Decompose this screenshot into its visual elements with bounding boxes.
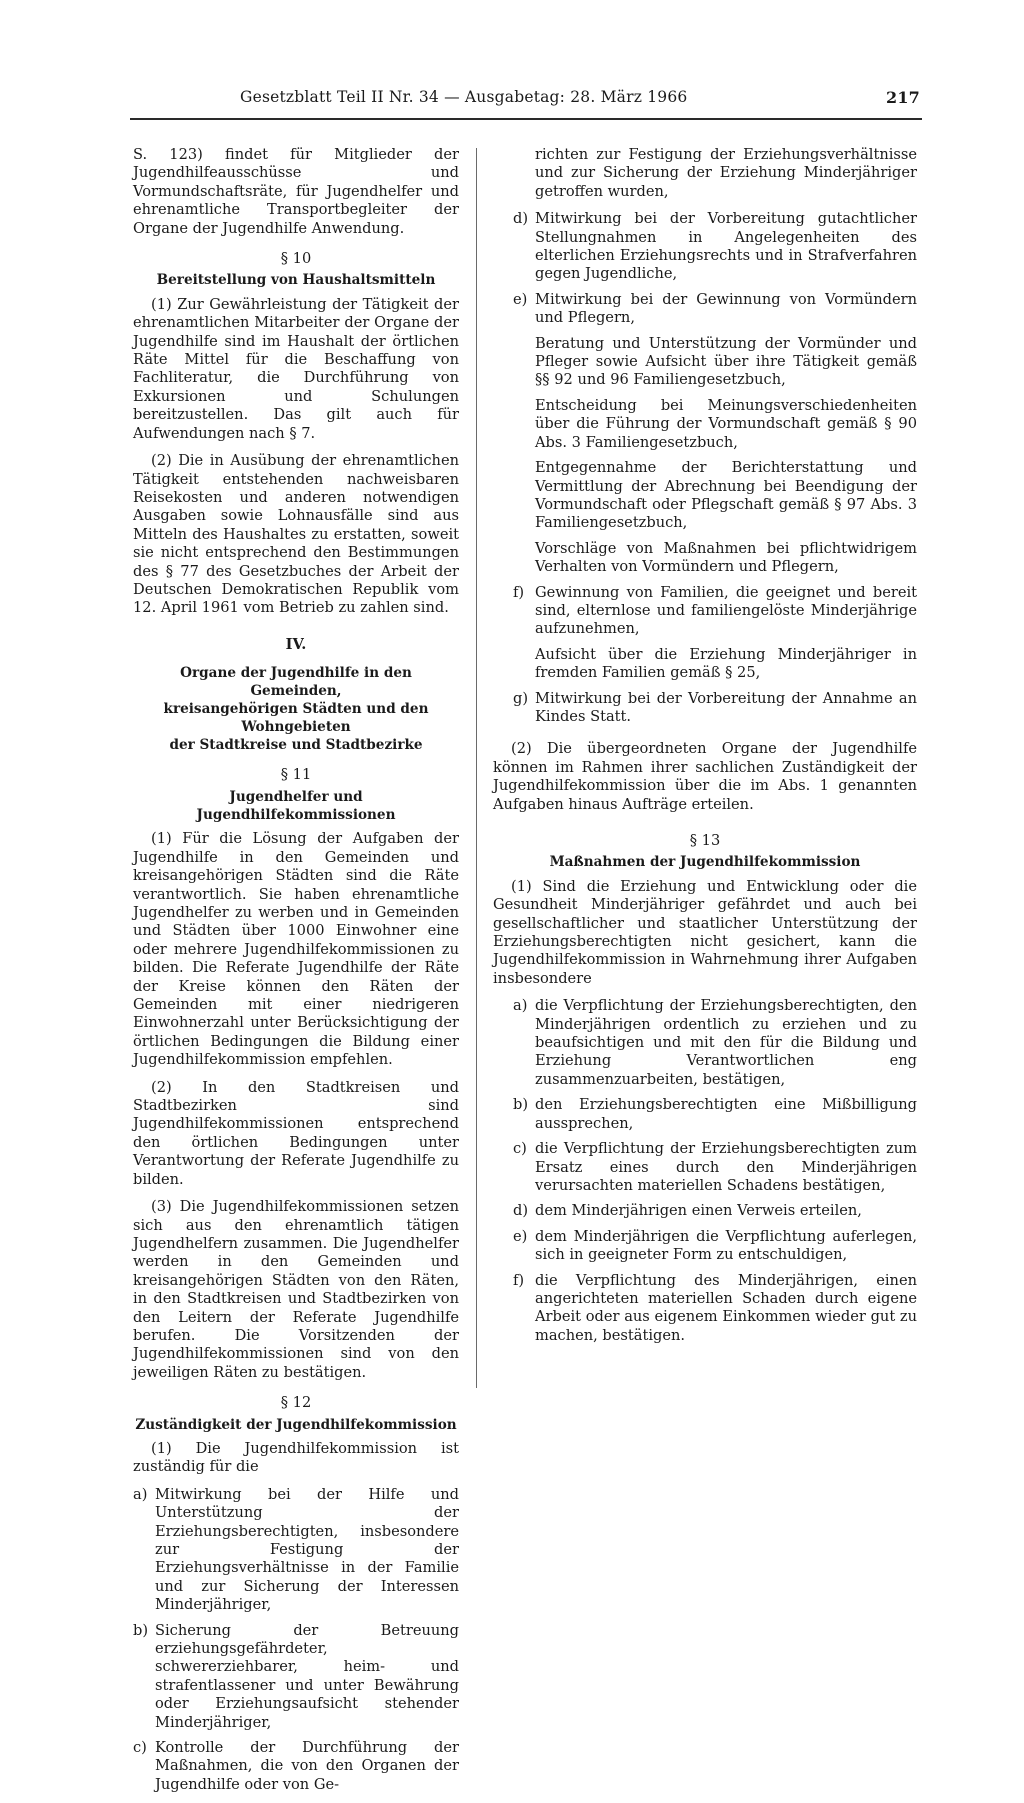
list-item <box>513 1228 917 1265</box>
list-item <box>513 584 917 639</box>
section-10-number: § 10 <box>280 250 312 268</box>
section-12-para-1: (1) Die Jugendhilfekommission ist zuständig für die <box>133 1439 459 1476</box>
list-item <box>513 210 917 284</box>
part-4-title <box>133 664 459 754</box>
list-item-text: die Verpflichtung des Minderjährigen, einen angerichteten materiellen Schaden durch eigene Arbeit oder aus eigenem Einkommen wieder gut zu machen, bestätigen. <box>535 1271 917 1344</box>
continued-item-text: richten zur Festigung der Erziehungsverhältnisse und zur Sicherung der Erziehung Minderjähriger getroffen wurden, <box>535 146 917 200</box>
list-item-text: dem Minderjährigen einen Verweis erteilen, <box>535 1202 862 1220</box>
list-item-label: b) <box>133 1621 149 1639</box>
page-number: 217 <box>886 88 920 107</box>
right-column <box>493 146 917 1354</box>
list-item-text: Gewinnung von Familien, die geeignet und bereit sind, elternlose und familiengelöste Minderjährige aufzunehmen, <box>535 583 917 638</box>
list-item-text: Mitwirkung bei der Vorbereitung gutachtlicher Stellungnahmen in Angelegenheiten des elterlichen Erziehungsrechts und in Strafverfahren gegen Jugendliche, <box>535 210 917 283</box>
list-item-label: d) <box>513 1202 529 1220</box>
list-item-label: e) <box>513 1227 528 1245</box>
column-divider <box>476 148 477 1388</box>
list-item <box>133 1622 459 1732</box>
list-item-label: c) <box>133 1739 147 1757</box>
list-item-text: die Verpflichtung der Erziehungsberechtigten zum Ersatz eines durch den Minderjährigen verursachten materiellen Schadens bestätigen, <box>535 1140 917 1194</box>
list-item-label: b) <box>513 1096 529 1114</box>
section-12-number: § 12 <box>280 1394 312 1412</box>
list-item <box>513 291 917 328</box>
section-12-title: Zuständigkeit der Jugendhilfekommission <box>135 1416 457 1433</box>
left-column <box>133 146 459 1803</box>
list-item-text: dem Minderjährigen die Verpflichtung auferlegen, sich in geeigneter Form zu entschuldigen, <box>535 1227 917 1264</box>
section-13-title: Maßnahmen der Jugendhilfekommission <box>549 854 861 871</box>
list-item-text: Mitwirkung bei der Gewinnung von Vormündern und Pflegern, <box>535 290 917 327</box>
section-11-para-3: (3) Die Jugendhilfekommissionen setzen sich aus den ehrenamtlich tätigen Jugendhelfern zusammen. Die Jugendhelfer werden in den Gemeinden und kreisangehörigen Städten von den Räten, in den Stadtkreisen und Stadtbezirken von den Leitern der Referate Jugendhilfe berufen. Die Vorsitzenden der Jugendhilfekommissionen sind von den jeweiligen Räten zu bestätigen. <box>133 1198 459 1381</box>
section-10-para-1: (1) Zur Gewährleistung der Tätigkeit der ehrenamtlichen Mitarbeiter der Organe der Jugendhilfe sind im Haushalt der örtlichen Räte Mittel für die Beschaffung von Fachliteratur, die Durchführung von Exkursionen und Schulungen bereitzustellen. Das gilt auch für Aufwendungen nach § 7. <box>133 295 459 442</box>
section-10-title: Bereitstellung von Haushaltsmitteln <box>156 272 436 289</box>
section-11-title: Jugendhelfer und Jugendhilfekommissionen <box>196 788 396 823</box>
intro-paragraph: S. 123) findet für Mitglieder der Jugendhilfeausschüsse und Vormundschaftsräte, für Jugendhelfer und ehrenamtliche Transportbegleiter der Organe der Jugendhilfe Anwendung. <box>133 146 459 237</box>
list-item-text: Kontrolle der Durchführung der Maßnahmen, die von den Organen der Jugendhilfe oder von Ge- <box>155 1739 459 1793</box>
list-item <box>513 1140 917 1195</box>
list-item-text: den Erziehungsberechtigten eine Mißbilligung aussprechen, <box>535 1096 917 1132</box>
part-4-title-line: Organe der Jugendhilfe in den Gemeinden, <box>180 665 412 700</box>
list-item <box>513 1202 917 1220</box>
section-11-number: § 11 <box>280 766 312 784</box>
section-12-para-2: (2) Die übergeordneten Organe der Jugendhilfe können im Rahmen ihrer sachlichen Zuständigkeit der Jugendhilfekommission über die im Abs. 1 genannten Aufgaben hinaus Aufträge erteilen. <box>493 740 917 813</box>
header-rule <box>130 118 922 120</box>
list-item-label: e) <box>513 290 528 308</box>
list-sub-item: Vorschläge von Maßnahmen bei pflichtwidrigem Verhalten von Vormündern und Pflegern, <box>535 539 917 576</box>
section-13-number: § 13 <box>689 832 721 849</box>
header-title: Gesetzblatt Teil II Nr. 34 — Ausgabetag: 28. März 1966 <box>240 88 688 106</box>
section-11-para-2: (2) In den Stadtkreisen und Stadtbezirken sind Jugendhilfekommissionen entsprechend den örtlichen Bedingungen unter Verantwortung der Referate Jugendhilfe zu bilden. <box>133 1078 459 1188</box>
list-item <box>513 1272 917 1346</box>
section-12-list <box>133 1486 459 1795</box>
list-item-label: g) <box>513 689 529 707</box>
page-header <box>240 88 920 114</box>
section-11-para-1: (1) Für die Lösung der Aufgaben der Jugendhilfe in den Gemeinden und kreisangehörigen Städten sind die Räte verantwortlich. Sie haben ehrenamtliche Jugendhelfer zu werben und in Gemeinden und Städten über 1000 Einwohner eine oder mehrere Jugendhilfekommissionen zu bilden. Die Referate Jugendhilfe der Räte der Kreise können den Räten der Gemeinden mit einer niedrigeren Einwohnerzahl unter Berücksichtigung der örtlichen Bedingungen die Bildung einer Jugendhilfekommission empfehlen. <box>133 830 459 1069</box>
list-item <box>513 997 917 1089</box>
part-4-title-line: kreisangehörigen Städten und den Wohngebieten <box>163 701 429 736</box>
list-item-label: d) <box>513 210 529 228</box>
list-item-text: Mitwirkung bei der Vorbereitung der Annahme an Kindes Statt. <box>535 689 917 725</box>
list-item-text: die Verpflichtung der Erziehungsberechtigten, den Minderjährigen ordentlich zu erziehen und zu beaufsichtigen und mit den für die Bildung und Erziehung Verantwortlichen eng zusammenzuarbeiten, bestätigen, <box>535 997 917 1088</box>
section-10-para-2: (2) Die in Ausübung der ehrenamtlichen Tätigkeit entstehenden nachweisbaren Reisekosten und anderen notwendigen Ausgaben sowie Lohnausfälle sind aus Mitteln des Haushaltes zu erstatten, soweit sie nicht entsprechend den Bestimmungen des § 77 des Gesetzbuches der Arbeit der Deutschen Demokratischen Republik vom 12. April 1961 vom Betrieb zu zahlen sind. <box>133 452 459 617</box>
list-sub-item: Aufsicht über die Erziehung Minderjähriger in fremden Familien gemäß § 25, <box>535 645 917 682</box>
list-item-text: Mitwirkung bei der Hilfe und Unterstützung der Erziehungsberechtigten, insbesondere zur Festigung der Erziehungsverhältnisse in der Familie und zur Sicherung der Interessen Minderjähriger, <box>155 1485 459 1614</box>
list-sub-item: Beratung und Unterstützung der Vormünder und Pfleger sowie Aufsicht über ihre Tätigkeit gemäß §§ 92 und 96 Familiengesetzbuch, <box>535 334 917 389</box>
list-sub-item: Entscheidung bei Meinungsverschiedenheiten über die Führung der Vormundschaft gemäß § 90 Abs. 3 Familiengesetzbuch, <box>535 396 917 451</box>
list-item <box>133 1739 459 1794</box>
list-item-label: a) <box>133 1485 148 1503</box>
list-item <box>513 690 917 727</box>
section-13-list <box>493 997 917 1345</box>
list-item-label: f) <box>513 1271 525 1289</box>
section-13-para-1: (1) Sind die Erziehung und Entwicklung oder die Gesundheit Minderjähriger gefährdet und auch bei gesellschaftlicher und staatlicher Unterstützung der Erziehungsberechtigten nicht gesichert, kann die Jugendhilfekommission in Wahrnehmung ihrer Aufgaben insbesondere <box>493 877 917 987</box>
part-4-number: IV. <box>285 635 307 653</box>
list-item-text: Sicherung der Betreuung erziehungsgefährdeter, schwererziehbarer, heim- und strafentlassener und unter Bewährung oder Erziehungsaufsicht stehender Minderjähriger, <box>155 1621 459 1731</box>
list-item <box>133 1486 459 1615</box>
list-item-label: f) <box>513 583 525 601</box>
list-sub-item: Entgegennahme der Berichterstattung und Vermittlung der Abrechnung bei Beendigung der Vormundschaft oder Pflegschaft gemäß § 97 Abs. 3 Familiengesetzbuch, <box>535 459 917 532</box>
list-item-label: a) <box>513 997 528 1015</box>
list-item <box>513 1096 917 1133</box>
part-4-title-line: der Stadtkreise und Stadtbezirke <box>169 737 423 754</box>
list-item-label: c) <box>513 1140 527 1158</box>
